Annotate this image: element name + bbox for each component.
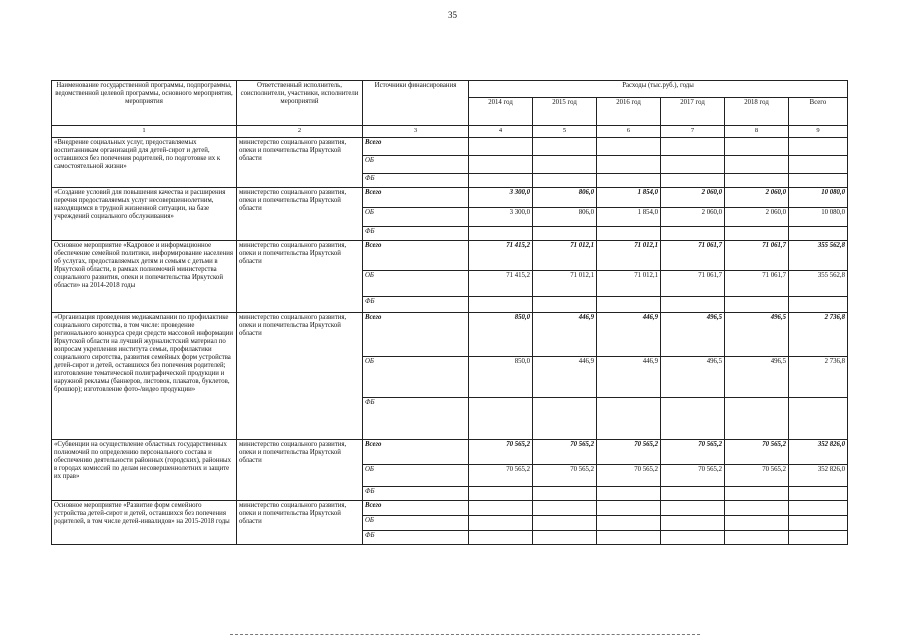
header-year: 2015 год xyxy=(533,98,597,126)
header-program: Наименование государственной программы, подпрограммы, ведомственной целевой программы, основного мероприятия, мероприятия xyxy=(52,81,237,126)
header-year: 2018 год xyxy=(725,98,789,126)
value-fb xyxy=(661,174,725,188)
value-ob: 446,9 xyxy=(533,357,597,398)
value-total xyxy=(725,138,789,156)
value-ob: 70 565,2 xyxy=(469,465,533,487)
value-total xyxy=(725,501,789,516)
value-fb xyxy=(597,297,661,313)
measure-executor: министерство социального развития, опеки и попечительства Иркутской области xyxy=(237,241,363,313)
footer-divider xyxy=(230,634,700,635)
value-fb xyxy=(597,531,661,545)
value-ob: 71 061,7 xyxy=(725,271,789,297)
header-row xyxy=(52,81,848,98)
value-ob: 352 826,0 xyxy=(789,465,848,487)
source-fb: ФБ xyxy=(363,297,469,313)
value-ob: 1 854,0 xyxy=(597,208,661,227)
value-ob xyxy=(533,516,597,531)
value-ob: 70 565,2 xyxy=(725,465,789,487)
table-row xyxy=(52,188,848,208)
value-ob: 496,5 xyxy=(661,357,725,398)
source-ob: ОБ xyxy=(363,516,469,531)
page-number: 35 xyxy=(448,10,457,20)
value-total xyxy=(597,138,661,156)
value-ob: 806,0 xyxy=(533,208,597,227)
source-fb: ФБ xyxy=(363,487,469,501)
value-fb xyxy=(533,297,597,313)
value-fb xyxy=(533,531,597,545)
value-total xyxy=(661,138,725,156)
source-total: Всего xyxy=(363,138,469,156)
source-total: Всего xyxy=(363,313,469,357)
value-total: 2 060,0 xyxy=(725,188,789,208)
value-total: 355 562,8 xyxy=(789,241,848,271)
column-number: 4 xyxy=(469,126,533,138)
value-fb xyxy=(789,174,848,188)
value-ob: 71 415,2 xyxy=(469,271,533,297)
value-total: 496,5 xyxy=(725,313,789,357)
value-ob: 496,5 xyxy=(725,357,789,398)
value-total: 1 854,0 xyxy=(597,188,661,208)
value-ob xyxy=(469,516,533,531)
header-year: 2016 год xyxy=(597,98,661,126)
value-total: 2 060,0 xyxy=(661,188,725,208)
budget-table xyxy=(51,80,848,545)
value-total xyxy=(533,501,597,516)
value-total: 806,0 xyxy=(533,188,597,208)
header-year: 2014 год xyxy=(469,98,533,126)
value-ob xyxy=(469,156,533,174)
value-fb xyxy=(789,227,848,241)
value-fb xyxy=(469,297,533,313)
value-total: 446,9 xyxy=(597,313,661,357)
value-ob: 71 012,1 xyxy=(533,271,597,297)
value-total: 70 565,2 xyxy=(597,440,661,465)
measure-executor: министерство социального развития, опеки и попечительства Иркутской области xyxy=(237,501,363,545)
table-row xyxy=(52,313,848,357)
table-row xyxy=(52,501,848,516)
value-ob: 70 565,2 xyxy=(533,465,597,487)
value-fb xyxy=(597,398,661,440)
value-fb xyxy=(789,531,848,545)
value-total xyxy=(469,501,533,516)
source-total: Всего xyxy=(363,241,469,271)
value-ob xyxy=(725,156,789,174)
value-fb xyxy=(725,398,789,440)
value-total: 71 012,1 xyxy=(533,241,597,271)
value-ob: 3 300,0 xyxy=(469,208,533,227)
header-year: 2017 год xyxy=(661,98,725,126)
value-ob xyxy=(789,156,848,174)
measure-executor: министерство социального развития, опеки и попечительства Иркутской области xyxy=(237,138,363,188)
source-fb: ФБ xyxy=(363,227,469,241)
value-fb xyxy=(725,227,789,241)
value-ob: 70 565,2 xyxy=(597,465,661,487)
source-ob: ОБ xyxy=(363,465,469,487)
column-number: 7 xyxy=(661,126,725,138)
column-number: 8 xyxy=(725,126,789,138)
value-total xyxy=(789,501,848,516)
value-total: 2 736,8 xyxy=(789,313,848,357)
value-fb xyxy=(725,297,789,313)
source-fb: ФБ xyxy=(363,174,469,188)
header-sources: Источники финансирования xyxy=(363,81,469,126)
value-fb xyxy=(469,531,533,545)
value-total: 446,9 xyxy=(533,313,597,357)
value-fb xyxy=(533,398,597,440)
measure-executor: министерство социального развития, опеки и попечительства Иркутской области xyxy=(237,188,363,241)
value-fb xyxy=(725,531,789,545)
value-ob xyxy=(725,516,789,531)
value-total: 3 300,0 xyxy=(469,188,533,208)
value-fb xyxy=(725,487,789,501)
value-fb xyxy=(661,227,725,241)
table-row xyxy=(52,440,848,465)
column-number: 9 xyxy=(789,126,848,138)
value-ob: 71 012,1 xyxy=(597,271,661,297)
header-expenses: Расходы (тыс.руб.), годы xyxy=(469,81,848,98)
value-total: 10 080,0 xyxy=(789,188,848,208)
value-fb xyxy=(789,487,848,501)
value-fb xyxy=(789,297,848,313)
measure-name: Основное мероприятие «Развитие форм семейного устройства детей-сирот и детей, оставшихся без попечения родителей, в том числе детей-инвалидов» на 2015-2018 годы xyxy=(52,501,237,545)
value-fb xyxy=(597,487,661,501)
column-number-row xyxy=(52,126,848,138)
value-total xyxy=(533,138,597,156)
value-ob: 850,0 xyxy=(469,357,533,398)
value-ob: 355 562,8 xyxy=(789,271,848,297)
value-total xyxy=(789,138,848,156)
value-ob xyxy=(661,156,725,174)
value-fb xyxy=(661,398,725,440)
value-total: 71 061,7 xyxy=(725,241,789,271)
value-fb xyxy=(597,227,661,241)
source-ob: ОБ xyxy=(363,208,469,227)
value-ob: 2 736,8 xyxy=(789,357,848,398)
source-ob: ОБ xyxy=(363,357,469,398)
value-ob xyxy=(597,156,661,174)
value-ob: 446,9 xyxy=(597,357,661,398)
source-fb: ФБ xyxy=(363,398,469,440)
value-ob xyxy=(533,156,597,174)
value-fb xyxy=(789,398,848,440)
value-ob xyxy=(597,516,661,531)
table-row xyxy=(52,138,848,156)
value-fb xyxy=(661,297,725,313)
value-ob: 2 060,0 xyxy=(661,208,725,227)
value-total: 70 565,2 xyxy=(469,440,533,465)
value-total: 70 565,2 xyxy=(661,440,725,465)
value-fb xyxy=(533,227,597,241)
value-total: 71 415,2 xyxy=(469,241,533,271)
source-total: Всего xyxy=(363,188,469,208)
measure-name: «Создание условий для повышения качества и расширения перечня предоставляемых услуг несовершеннолетним, находящимся в трудной жизненной ситуации, на базе учреждений социального обслуживания» xyxy=(52,188,237,241)
source-fb: ФБ xyxy=(363,531,469,545)
value-total: 850,0 xyxy=(469,313,533,357)
value-ob: 71 061,7 xyxy=(661,271,725,297)
value-ob xyxy=(661,516,725,531)
value-fb xyxy=(533,174,597,188)
table-row xyxy=(52,241,848,271)
value-total: 496,5 xyxy=(661,313,725,357)
source-ob: ОБ xyxy=(363,271,469,297)
value-ob: 70 565,2 xyxy=(661,465,725,487)
column-number: 3 xyxy=(363,126,469,138)
measure-name: «Субвенции на осуществление областных государственных полномочий по определению персонального состава и обеспечению деятельности районных (городских), районных в городах комиссий по делам несовершеннолетних и защите их прав» xyxy=(52,440,237,501)
column-number: 5 xyxy=(533,126,597,138)
value-total: 70 565,2 xyxy=(725,440,789,465)
value-fb xyxy=(469,487,533,501)
column-number: 2 xyxy=(237,126,363,138)
value-fb xyxy=(469,227,533,241)
measure-executor: министерство социального развития, опеки и попечительства Иркутской области xyxy=(237,313,363,440)
measure-name: «Организация проведения медиакампании по профилактике социального сиротства, в том числе: проведение регионального конкурса среди средств массовой информации Иркутской области на лучший журналистский материал по вопросам укрепления института семьи, профилактики социального сиротства, развития семейных форм устройства детей-сирот и детей, оставшихся без попечения родителей; изготовление тематической полиграфической продукции и наружной рекламы (баннеров, листовок, плакатов, буклетов, брошюр); изготовление фото-/видео продукции» xyxy=(52,313,237,440)
value-fb xyxy=(661,531,725,545)
value-total: 352 826,0 xyxy=(789,440,848,465)
measure-executor: министерство социального развития, опеки и попечительства Иркутской области xyxy=(237,440,363,501)
value-fb xyxy=(597,174,661,188)
value-ob xyxy=(789,516,848,531)
value-total xyxy=(469,138,533,156)
value-ob: 10 080,0 xyxy=(789,208,848,227)
header-year-total: Всего xyxy=(789,98,848,126)
value-total: 70 565,2 xyxy=(533,440,597,465)
value-fb xyxy=(469,398,533,440)
value-total xyxy=(597,501,661,516)
source-ob: ОБ xyxy=(363,156,469,174)
value-total xyxy=(661,501,725,516)
source-total: Всего xyxy=(363,440,469,465)
value-fb xyxy=(533,487,597,501)
value-fb xyxy=(725,174,789,188)
value-fb xyxy=(469,174,533,188)
measure-name: Основное мероприятие «Кадровое и информационное обеспечение семейной политики, информирование населения об услугах, предоставляемых детям и семьям с детьми в Иркутской области, в рамках полномочий министерства социального развития, опеки и попечительства Иркутской области» на 2014-2018 годы xyxy=(52,241,237,313)
value-ob: 2 060,0 xyxy=(725,208,789,227)
column-number: 1 xyxy=(52,126,237,138)
measure-name: «Внедрение социальных услуг, предоставляемых воспитанникам организаций для детей-сирот и детей, оставшихся без попечения родителей, по подготовке их к самостоятельной жизни» xyxy=(52,138,237,188)
value-fb xyxy=(661,487,725,501)
source-total: Всего xyxy=(363,501,469,516)
value-total: 71 012,1 xyxy=(597,241,661,271)
column-number: 6 xyxy=(597,126,661,138)
value-total: 71 061,7 xyxy=(661,241,725,271)
header-executor: Ответственный исполнитель, соисполнители, участники, исполнители мероприятий xyxy=(237,81,363,126)
